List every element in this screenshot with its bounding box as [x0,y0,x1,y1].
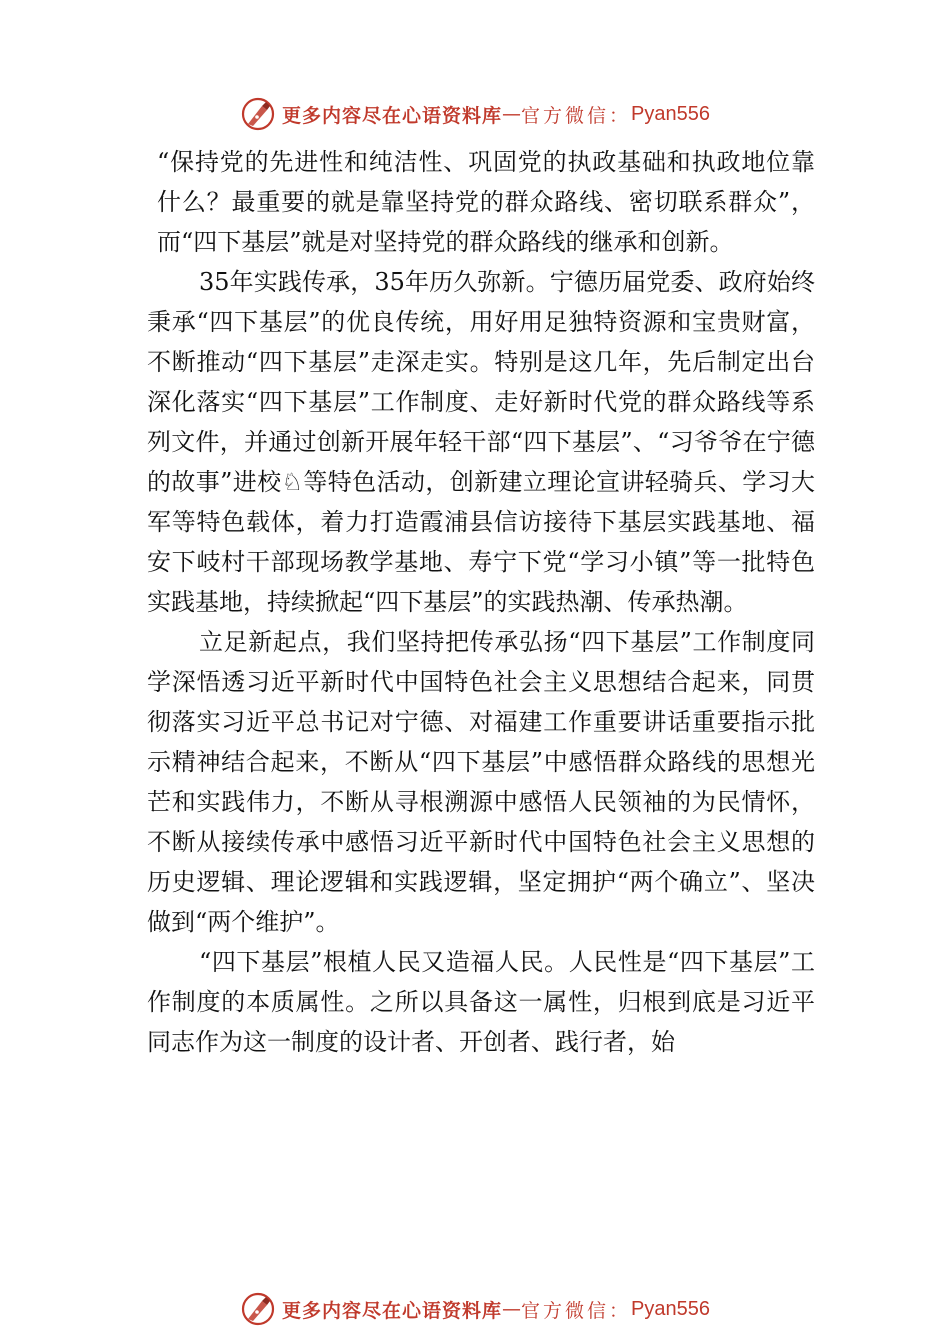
banner-wechat-id: Pyan556 [631,102,710,125]
banner-label: 官方微信： [521,1299,632,1322]
banner-label: 官方微信： [521,104,632,127]
banner-separator: — [502,1298,522,1320]
banner-title: 更多内容尽在心语资料库 [282,104,503,127]
paragraph-practice: 35年实践传承，35年历久弥新。宁德历届党委、政府始终秉承“四下基层”的优良传统，用好用足独特资源和宝贵财富，不断推动“四下基层”走深走实。特别是这几年，先后制定出台深化落实“四下基层”工作制度、走好新时代党的群众路线等系列文件，并通过创新开展年轻干部“四下基层”、“习爷爷在宁德的故事”进校♘等特色活动，创新建立理论宣讲轻骑兵、学习大军等特色载体，着力打造霞浦县信访接待下基层实践基地、福安下岐村干部现场教学基地、寿宁下党“学习小镇”等一批特色实践基地，持续掀起“四下基层”的实践热潮、传承热潮。 [147,268,815,616]
document-body [147,142,815,1062]
footer-banner [0,1287,950,1331]
paragraph-people: “四下基层”根植人民又造福人民。人民性是“四下基层”工作制度的本质属性。之所以具备这一属性，归根到底是习近平同志作为这一制度的设计者、开创者、践行者，始 [147,948,815,1056]
pen-nib-logo-icon [240,1291,276,1327]
banner-title: 更多内容尽在心语资料库 [282,1299,503,1322]
banner-wechat-id: Pyan556 [631,1297,710,1320]
pen-nib-logo-icon [240,96,276,132]
header-banner [0,92,950,136]
banner-separator: — [502,103,522,125]
paragraph-new-start: 立足新起点，我们坚持把传承弘扬“四下基层”工作制度同学深悟透习近平新时代中国特色社会主义思想结合起来，同贯彻落实习近平总书记对宁德、对福建工作重要讲话重要指示批示精神结合起来，不断从“四下基层”中感悟群众路线的思想光芒和实践伟力，不断从寻根溯源中感悟人民领袖的为民情怀，不断从接续传承中感悟习近平新时代中国特色社会主义思想的历史逻辑、理论逻辑和实践逻辑，坚定拥护“两个确立”、坚决做到“两个维护”。 [147,628,815,936]
paragraph-quote: “保持党的先进性和纯洁性、巩固党的执政基础和执政地位靠什么？最重要的就是靠坚持党的群众路线、密切联系群众”，而“四下基层”就是对坚持党的群众路线的继承和创新。 [157,148,815,256]
